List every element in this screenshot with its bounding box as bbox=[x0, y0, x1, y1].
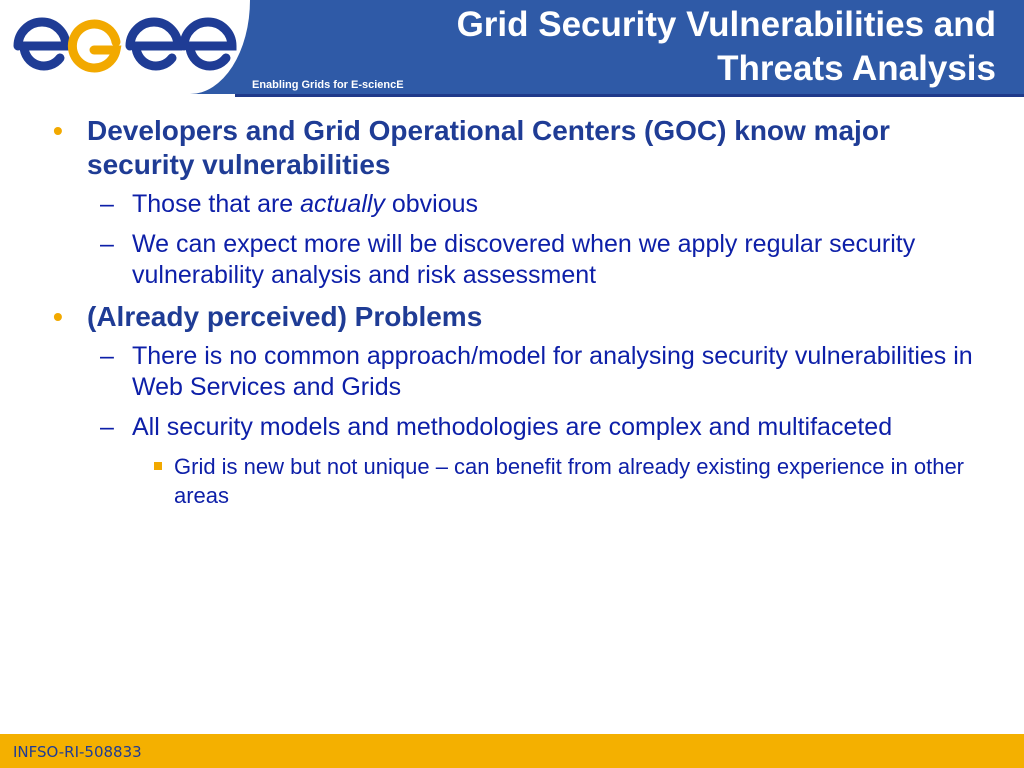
sub-sub-bullet-grid-new bbox=[50, 452, 990, 510]
sub-bullet-text-emphasis: actually bbox=[300, 190, 385, 218]
sub-bullet-no-common-approach bbox=[50, 341, 990, 403]
bullet-marker: • bbox=[53, 115, 63, 146]
bullet-text: (Already perceived) Problems bbox=[87, 301, 483, 332]
footer-label: INFSO-RI-508833 bbox=[13, 743, 142, 761]
slide-title-line-2: Threats Analysis bbox=[717, 49, 996, 88]
dash-marker: – bbox=[100, 342, 114, 370]
sub-bullet-text: We can expect more will be discovered when we apply regular security vulnerability analysis and risk assessment bbox=[132, 230, 916, 289]
dash-marker: – bbox=[100, 190, 114, 218]
sub-bullet-complex-models bbox=[50, 412, 990, 443]
sub-sub-bullet-text: Grid is new but not unique – can benefit from already existing experience in other areas bbox=[174, 454, 965, 508]
header-divider bbox=[235, 94, 1024, 97]
sub-bullet-text: There is no common approach/model for analysing security vulnerabilities in Web Services and Grids bbox=[132, 342, 973, 401]
bullet-problems bbox=[50, 300, 990, 334]
slide-title bbox=[356, 3, 996, 91]
bullet-text: Developers and Grid Operational Centers (GOC) know major security vulnerabilities bbox=[87, 115, 890, 180]
logo-panel bbox=[0, 0, 250, 94]
sub-bullet-obvious bbox=[50, 189, 990, 220]
egee-logo bbox=[12, 12, 237, 84]
tagline: Enabling Grids for E-sciencE bbox=[252, 79, 404, 91]
dash-marker: – bbox=[100, 413, 114, 441]
dash-marker: – bbox=[100, 230, 114, 258]
sub-bullet-text-post: obvious bbox=[384, 190, 479, 218]
bullet-content bbox=[50, 114, 990, 510]
bullet-developers bbox=[50, 114, 990, 182]
bullet-marker: • bbox=[53, 301, 63, 332]
slide-title-line-1: Grid Security Vulnerabilities and bbox=[456, 5, 996, 44]
sub-bullet-discovered bbox=[50, 229, 990, 291]
sub-bullet-text: All security models and methodologies are complex and multifaceted bbox=[132, 413, 893, 441]
square-bullet-icon bbox=[154, 462, 162, 470]
footer-bar bbox=[0, 734, 1024, 768]
sub-bullet-text-pre: Those that are bbox=[132, 190, 301, 218]
